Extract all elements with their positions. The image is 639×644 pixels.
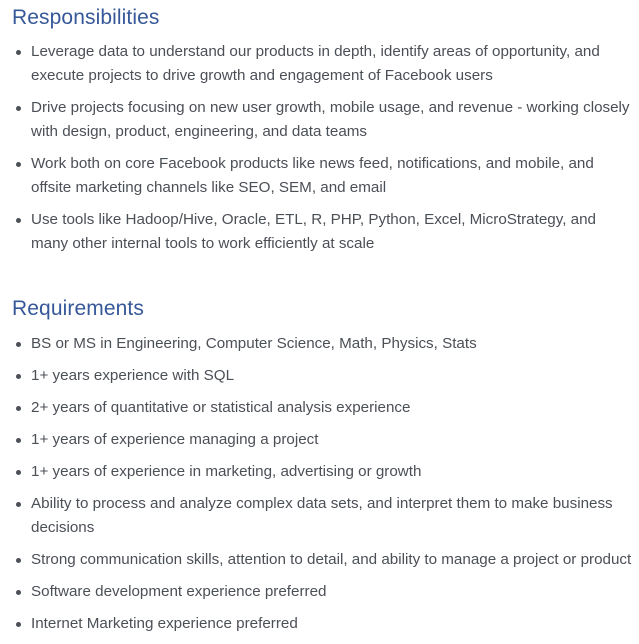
bullet-icon [16, 438, 21, 443]
bullet-icon [16, 406, 21, 411]
list-item [0, 208, 639, 256]
list-item-text: Use tools like Hadoop/Hive, Oracle, ETL, R, PHP, Python, Excel, MicroStrategy, and many other internal tools to work efficiently at scale [31, 211, 596, 252]
responsibilities-list [0, 40, 639, 264]
bullet-icon [16, 622, 21, 627]
list-item [0, 580, 639, 604]
list-item [0, 460, 639, 484]
bullet-icon [16, 558, 21, 563]
list-item-text: Work both on core Facebook products like news feed, notifications, and mobile, and offsite marketing channels like SEO, SEM, and email [31, 155, 594, 196]
bullet-icon [16, 106, 21, 111]
list-item [0, 40, 639, 88]
list-item [0, 96, 639, 144]
bullet-icon [16, 162, 21, 167]
list-item [0, 332, 639, 356]
list-item-text: Internet Marketing experience preferred [31, 615, 298, 632]
list-item [0, 428, 639, 452]
list-item [0, 364, 639, 388]
list-item-text: 1+ years of experience in marketing, advertising or growth [31, 463, 422, 480]
bullet-icon [16, 502, 21, 507]
list-item-text: 1+ years experience with SQL [31, 367, 235, 384]
list-item-text: Software development experience preferred [31, 583, 327, 600]
bullet-icon [16, 50, 21, 55]
list-item [0, 152, 639, 200]
list-item-text: Drive projects focusing on new user growth, mobile usage, and revenue - working closely with design, product, engineering, and data teams [31, 99, 630, 140]
list-item [0, 548, 639, 572]
bullet-icon [16, 342, 21, 347]
list-item-text: BS or MS in Engineering, Computer Science, Math, Physics, Stats [31, 335, 477, 352]
list-item [0, 396, 639, 420]
bullet-icon [16, 470, 21, 475]
list-item [0, 492, 639, 540]
list-item-text: Ability to process and analyze complex data sets, and interpret them to make business decisions [31, 495, 613, 536]
list-item [0, 612, 639, 636]
requirements-heading: Requirements [12, 297, 144, 320]
list-item-text: Leverage data to understand our products in depth, identify areas of opportunity, and execute projects to drive growth and engagement of Facebook users [31, 43, 600, 84]
bullet-icon [16, 374, 21, 379]
list-item-text: 1+ years of experience managing a project [31, 431, 319, 448]
responsibilities-heading: Responsibilities [12, 6, 160, 29]
list-item-text: 2+ years of quantitative or statistical analysis experience [31, 399, 411, 416]
list-item-text: Strong communication skills, attention to detail, and ability to manage a project or product [31, 551, 632, 568]
requirements-list [0, 332, 639, 644]
bullet-icon [16, 590, 21, 595]
bullet-icon [16, 218, 21, 223]
